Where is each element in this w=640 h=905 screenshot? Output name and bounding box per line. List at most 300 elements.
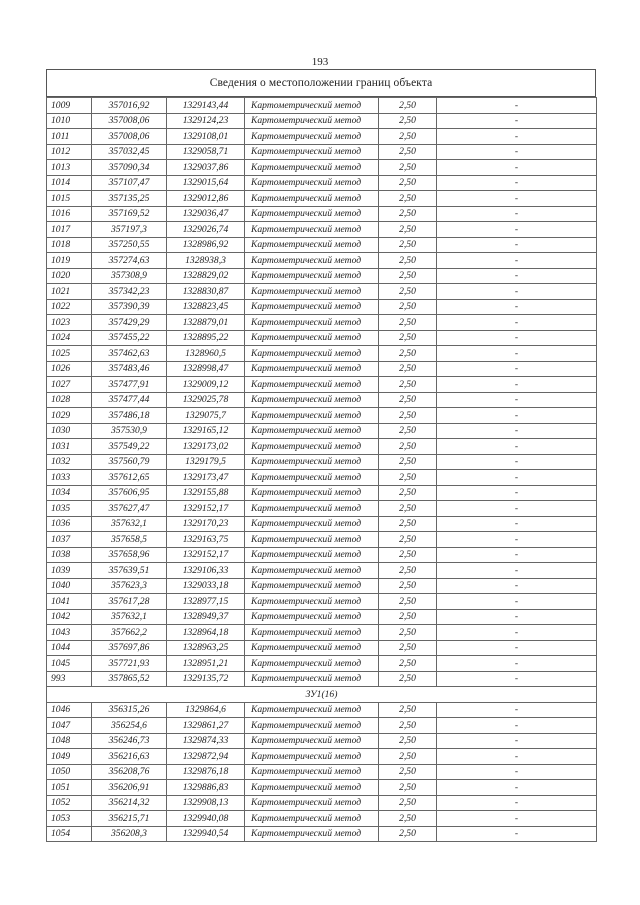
method-cell: Картометрический метод [245, 795, 379, 811]
y-coordinate-cell: 1328960,5 [167, 346, 245, 362]
x-coordinate-cell: 357617,28 [92, 594, 167, 610]
note-cell: - [437, 811, 597, 827]
y-coordinate-cell: 1329165,12 [167, 423, 245, 439]
accuracy-cell: 2,50 [379, 625, 437, 641]
table-row [47, 764, 597, 780]
coordinates-table [46, 97, 597, 842]
method-cell: Картометрический метод [245, 253, 379, 269]
point-number-cell: 1052 [47, 795, 92, 811]
point-number-cell: 1017 [47, 222, 92, 238]
x-coordinate-cell: 357008,06 [92, 129, 167, 145]
x-coordinate-cell: 357090,34 [92, 160, 167, 176]
point-number-cell: 1035 [47, 501, 92, 517]
table-row [47, 144, 597, 160]
accuracy-cell: 2,50 [379, 795, 437, 811]
y-coordinate-cell: 1329037,86 [167, 160, 245, 176]
method-cell: Картометрический метод [245, 811, 379, 827]
x-coordinate-cell: 357627,47 [92, 501, 167, 517]
accuracy-cell: 2,50 [379, 129, 437, 145]
page-number: 193 [311, 56, 329, 68]
note-cell: - [437, 377, 597, 393]
point-number-cell: 1031 [47, 439, 92, 455]
y-coordinate-cell: 1329163,75 [167, 532, 245, 548]
table-row [47, 423, 597, 439]
method-cell: Картометрический метод [245, 222, 379, 238]
accuracy-cell: 2,50 [379, 470, 437, 486]
method-cell: Картометрический метод [245, 563, 379, 579]
point-number-cell: 1012 [47, 144, 92, 160]
method-cell: Картометрический метод [245, 206, 379, 222]
table-row [47, 454, 597, 470]
y-coordinate-cell: 1329874,33 [167, 733, 245, 749]
y-coordinate-cell: 1329940,54 [167, 826, 245, 842]
x-coordinate-cell: 357549,22 [92, 439, 167, 455]
table-row [47, 253, 597, 269]
table-row [47, 237, 597, 253]
y-coordinate-cell: 1329908,13 [167, 795, 245, 811]
note-cell: - [437, 485, 597, 501]
method-cell: Картометрический метод [245, 454, 379, 470]
point-number-cell: 1021 [47, 284, 92, 300]
method-cell: Картометрический метод [245, 764, 379, 780]
note-cell: - [437, 144, 597, 160]
accuracy-cell: 2,50 [379, 346, 437, 362]
accuracy-cell: 2,50 [379, 454, 437, 470]
method-cell: Картометрический метод [245, 594, 379, 610]
point-number-cell: 1025 [47, 346, 92, 362]
table-row [47, 532, 597, 548]
table-row [47, 439, 597, 455]
point-number-cell: 1014 [47, 175, 92, 191]
method-cell: Картометрический метод [245, 733, 379, 749]
accuracy-cell: 2,50 [379, 253, 437, 269]
point-number-cell: 1044 [47, 640, 92, 656]
point-number-cell: 1032 [47, 454, 92, 470]
x-coordinate-cell: 357623,3 [92, 578, 167, 594]
point-number-cell: 1019 [47, 253, 92, 269]
method-cell: Картометрический метод [245, 640, 379, 656]
method-cell: Картометрический метод [245, 377, 379, 393]
method-cell: Картометрический метод [245, 826, 379, 842]
note-cell: - [437, 330, 597, 346]
x-coordinate-cell: 357390,39 [92, 299, 167, 315]
method-cell: Картометрический метод [245, 408, 379, 424]
note-cell: - [437, 516, 597, 532]
table-row [47, 268, 597, 284]
y-coordinate-cell: 1328829,02 [167, 268, 245, 284]
table-row [47, 578, 597, 594]
note-cell: - [437, 733, 597, 749]
x-coordinate-cell: 357016,92 [92, 98, 167, 114]
table-row [47, 547, 597, 563]
x-coordinate-cell: 357197,3 [92, 222, 167, 238]
table-row [47, 826, 597, 842]
note-cell: - [437, 299, 597, 315]
table-row [47, 470, 597, 486]
method-cell: Картометрический метод [245, 237, 379, 253]
x-coordinate-cell: 357486,18 [92, 408, 167, 424]
accuracy-cell: 2,50 [379, 702, 437, 718]
x-coordinate-cell: 357477,44 [92, 392, 167, 408]
method-cell: Картометрический метод [245, 160, 379, 176]
note-cell: - [437, 160, 597, 176]
point-number-cell: 1027 [47, 377, 92, 393]
y-coordinate-cell: 1329179,5 [167, 454, 245, 470]
method-cell: Картометрический метод [245, 625, 379, 641]
method-cell: Картометрический метод [245, 191, 379, 207]
point-number-cell: 1024 [47, 330, 92, 346]
table-row [47, 361, 597, 377]
note-cell: - [437, 129, 597, 145]
accuracy-cell: 2,50 [379, 826, 437, 842]
x-coordinate-cell: 357560,79 [92, 454, 167, 470]
accuracy-cell: 2,50 [379, 733, 437, 749]
point-number-cell: 1023 [47, 315, 92, 331]
point-number-cell: 993 [47, 671, 92, 687]
table-row [47, 795, 597, 811]
accuracy-cell: 2,50 [379, 671, 437, 687]
table-body-b [47, 702, 597, 842]
x-coordinate-cell: 357612,65 [92, 470, 167, 486]
y-coordinate-cell: 1328998,47 [167, 361, 245, 377]
x-coordinate-cell: 356206,91 [92, 780, 167, 796]
method-cell: Картометрический метод [245, 656, 379, 672]
section-label: ЗУ1(16) [47, 687, 597, 703]
x-coordinate-cell: 357483,46 [92, 361, 167, 377]
point-number-cell: 1041 [47, 594, 92, 610]
point-number-cell: 1037 [47, 532, 92, 548]
point-number-cell: 1010 [47, 113, 92, 129]
method-cell: Картометрический метод [245, 702, 379, 718]
x-coordinate-cell: 357455,22 [92, 330, 167, 346]
accuracy-cell: 2,50 [379, 361, 437, 377]
note-cell: - [437, 640, 597, 656]
table-row [47, 299, 597, 315]
x-coordinate-cell: 356215,71 [92, 811, 167, 827]
table-row [47, 671, 597, 687]
y-coordinate-cell: 1328895,22 [167, 330, 245, 346]
accuracy-cell: 2,50 [379, 408, 437, 424]
table-row [47, 175, 597, 191]
x-coordinate-cell: 357342,23 [92, 284, 167, 300]
accuracy-cell: 2,50 [379, 547, 437, 563]
note-cell: - [437, 563, 597, 579]
y-coordinate-cell: 1328964,18 [167, 625, 245, 641]
y-coordinate-cell: 1329058,71 [167, 144, 245, 160]
accuracy-cell: 2,50 [379, 423, 437, 439]
x-coordinate-cell: 356315,26 [92, 702, 167, 718]
x-coordinate-cell: 357429,29 [92, 315, 167, 331]
point-number-cell: 1009 [47, 98, 92, 114]
x-coordinate-cell: 357697,86 [92, 640, 167, 656]
accuracy-cell: 2,50 [379, 439, 437, 455]
accuracy-cell: 2,50 [379, 764, 437, 780]
point-number-cell: 1033 [47, 470, 92, 486]
accuracy-cell: 2,50 [379, 811, 437, 827]
accuracy-cell: 2,50 [379, 578, 437, 594]
accuracy-cell: 2,50 [379, 377, 437, 393]
accuracy-cell: 2,50 [379, 191, 437, 207]
note-cell: - [437, 780, 597, 796]
table-row [47, 98, 597, 114]
point-number-cell: 1043 [47, 625, 92, 641]
table-row [47, 718, 597, 734]
point-number-cell: 1038 [47, 547, 92, 563]
table-row [47, 501, 597, 517]
note-cell: - [437, 191, 597, 207]
x-coordinate-cell: 356208,76 [92, 764, 167, 780]
point-number-cell: 1051 [47, 780, 92, 796]
coordinates-sheet [46, 69, 596, 842]
y-coordinate-cell: 1329025,78 [167, 392, 245, 408]
method-cell: Картометрический метод [245, 547, 379, 563]
table-row [47, 160, 597, 176]
method-cell: Картометрический метод [245, 470, 379, 486]
accuracy-cell: 2,50 [379, 175, 437, 191]
method-cell: Картометрический метод [245, 268, 379, 284]
x-coordinate-cell: 357639,51 [92, 563, 167, 579]
point-number-cell: 1042 [47, 609, 92, 625]
table-row [47, 640, 597, 656]
accuracy-cell: 2,50 [379, 501, 437, 517]
note-cell: - [437, 578, 597, 594]
table-row [47, 284, 597, 300]
note-cell: - [437, 826, 597, 842]
x-coordinate-cell: 357250,55 [92, 237, 167, 253]
method-cell: Картометрический метод [245, 485, 379, 501]
accuracy-cell: 2,50 [379, 299, 437, 315]
x-coordinate-cell: 357135,25 [92, 191, 167, 207]
table-row [47, 780, 597, 796]
note-cell: - [437, 764, 597, 780]
note-cell: - [437, 532, 597, 548]
accuracy-cell: 2,50 [379, 718, 437, 734]
method-cell: Картометрический метод [245, 516, 379, 532]
point-number-cell: 1049 [47, 749, 92, 765]
method-cell: Картометрический метод [245, 299, 379, 315]
accuracy-cell: 2,50 [379, 485, 437, 501]
accuracy-cell: 2,50 [379, 222, 437, 238]
note-cell: - [437, 439, 597, 455]
accuracy-cell: 2,50 [379, 609, 437, 625]
y-coordinate-cell: 1329012,86 [167, 191, 245, 207]
note-cell: - [437, 268, 597, 284]
table-row [47, 392, 597, 408]
x-coordinate-cell: 357658,5 [92, 532, 167, 548]
method-cell: Картометрический метод [245, 671, 379, 687]
x-coordinate-cell: 357169,52 [92, 206, 167, 222]
note-cell: - [437, 501, 597, 517]
x-coordinate-cell: 357274,63 [92, 253, 167, 269]
table-row [47, 563, 597, 579]
accuracy-cell: 2,50 [379, 206, 437, 222]
method-cell: Картометрический метод [245, 346, 379, 362]
x-coordinate-cell: 356208,3 [92, 826, 167, 842]
accuracy-cell: 2,50 [379, 656, 437, 672]
y-coordinate-cell: 1329173,02 [167, 439, 245, 455]
accuracy-cell: 2,50 [379, 640, 437, 656]
note-cell: - [437, 392, 597, 408]
note-cell: - [437, 454, 597, 470]
note-cell: - [437, 346, 597, 362]
note-cell: - [437, 656, 597, 672]
note-cell: - [437, 470, 597, 486]
table-body-a [47, 98, 597, 687]
table-row [47, 113, 597, 129]
y-coordinate-cell: 1328879,01 [167, 315, 245, 331]
note-cell: - [437, 749, 597, 765]
accuracy-cell: 2,50 [379, 268, 437, 284]
note-cell: - [437, 795, 597, 811]
method-cell: Картометрический метод [245, 501, 379, 517]
point-number-cell: 1045 [47, 656, 92, 672]
method-cell: Картометрический метод [245, 144, 379, 160]
point-number-cell: 1018 [47, 237, 92, 253]
note-cell: - [437, 671, 597, 687]
note-cell: - [437, 253, 597, 269]
x-coordinate-cell: 356254,6 [92, 718, 167, 734]
y-coordinate-cell: 1329143,44 [167, 98, 245, 114]
method-cell: Картометрический метод [245, 439, 379, 455]
method-cell: Картометрический метод [245, 392, 379, 408]
accuracy-cell: 2,50 [379, 315, 437, 331]
accuracy-cell: 2,50 [379, 749, 437, 765]
method-cell: Картометрический метод [245, 330, 379, 346]
x-coordinate-cell: 357658,96 [92, 547, 167, 563]
x-coordinate-cell: 357308,9 [92, 268, 167, 284]
accuracy-cell: 2,50 [379, 780, 437, 796]
table-row [47, 749, 597, 765]
accuracy-cell: 2,50 [379, 160, 437, 176]
point-number-cell: 1050 [47, 764, 92, 780]
y-coordinate-cell: 1329864,6 [167, 702, 245, 718]
note-cell: - [437, 113, 597, 129]
point-number-cell: 1020 [47, 268, 92, 284]
y-coordinate-cell: 1329876,18 [167, 764, 245, 780]
point-number-cell: 1030 [47, 423, 92, 439]
method-cell: Картометрический метод [245, 423, 379, 439]
point-number-cell: 1026 [47, 361, 92, 377]
table-header: Сведения о местоположении границ объекта [46, 69, 596, 97]
note-cell: - [437, 98, 597, 114]
point-number-cell: 1016 [47, 206, 92, 222]
note-cell: - [437, 284, 597, 300]
method-cell: Картометрический метод [245, 315, 379, 331]
y-coordinate-cell: 1329009,12 [167, 377, 245, 393]
note-cell: - [437, 222, 597, 238]
accuracy-cell: 2,50 [379, 516, 437, 532]
method-cell: Картометрический метод [245, 749, 379, 765]
point-number-cell: 1040 [47, 578, 92, 594]
x-coordinate-cell: 356216,63 [92, 749, 167, 765]
table-row [47, 408, 597, 424]
note-cell: - [437, 594, 597, 610]
note-cell: - [437, 361, 597, 377]
table-row [47, 609, 597, 625]
y-coordinate-cell: 1329033,18 [167, 578, 245, 594]
method-cell: Картометрический метод [245, 532, 379, 548]
table-row [47, 222, 597, 238]
method-cell: Картометрический метод [245, 578, 379, 594]
point-number-cell: 1011 [47, 129, 92, 145]
note-cell: - [437, 702, 597, 718]
x-coordinate-cell: 357632,1 [92, 609, 167, 625]
accuracy-cell: 2,50 [379, 98, 437, 114]
table-row [47, 485, 597, 501]
y-coordinate-cell: 1328986,92 [167, 237, 245, 253]
accuracy-cell: 2,50 [379, 532, 437, 548]
y-coordinate-cell: 1329173,47 [167, 470, 245, 486]
y-coordinate-cell: 1328938,3 [167, 253, 245, 269]
point-number-cell: 1028 [47, 392, 92, 408]
accuracy-cell: 2,50 [379, 330, 437, 346]
note-cell: - [437, 237, 597, 253]
section-row-group [47, 687, 597, 703]
y-coordinate-cell: 1328963,25 [167, 640, 245, 656]
y-coordinate-cell: 1329886,83 [167, 780, 245, 796]
y-coordinate-cell: 1329108,01 [167, 129, 245, 145]
method-cell: Картометрический метод [245, 780, 379, 796]
x-coordinate-cell: 357462,63 [92, 346, 167, 362]
y-coordinate-cell: 1329152,17 [167, 501, 245, 517]
x-coordinate-cell: 357632,1 [92, 516, 167, 532]
x-coordinate-cell: 356246,73 [92, 733, 167, 749]
note-cell: - [437, 423, 597, 439]
note-cell: - [437, 718, 597, 734]
method-cell: Картометрический метод [245, 98, 379, 114]
y-coordinate-cell: 1329036,47 [167, 206, 245, 222]
method-cell: Картометрический метод [245, 361, 379, 377]
x-coordinate-cell: 357606,95 [92, 485, 167, 501]
accuracy-cell: 2,50 [379, 284, 437, 300]
method-cell: Картометрический метод [245, 175, 379, 191]
table-row [47, 206, 597, 222]
table-row [47, 346, 597, 362]
x-coordinate-cell: 356214,32 [92, 795, 167, 811]
y-coordinate-cell: 1329026,74 [167, 222, 245, 238]
table-row [47, 516, 597, 532]
y-coordinate-cell: 1328830,87 [167, 284, 245, 300]
method-cell: Картометрический метод [245, 718, 379, 734]
table-row [47, 625, 597, 641]
point-number-cell: 1036 [47, 516, 92, 532]
y-coordinate-cell: 1329170,23 [167, 516, 245, 532]
note-cell: - [437, 625, 597, 641]
note-cell: - [437, 206, 597, 222]
point-number-cell: 1022 [47, 299, 92, 315]
point-number-cell: 1034 [47, 485, 92, 501]
table-row [47, 315, 597, 331]
x-coordinate-cell: 357477,91 [92, 377, 167, 393]
y-coordinate-cell: 1328823,45 [167, 299, 245, 315]
accuracy-cell: 2,50 [379, 594, 437, 610]
point-number-cell: 1048 [47, 733, 92, 749]
method-cell: Картометрический метод [245, 284, 379, 300]
method-cell: Картометрический метод [245, 609, 379, 625]
note-cell: - [437, 315, 597, 331]
table-row [47, 330, 597, 346]
y-coordinate-cell: 1329075,7 [167, 408, 245, 424]
table-row [47, 811, 597, 827]
note-cell: - [437, 609, 597, 625]
y-coordinate-cell: 1329135,72 [167, 671, 245, 687]
x-coordinate-cell: 357530,9 [92, 423, 167, 439]
table-row [47, 594, 597, 610]
y-coordinate-cell: 1328951,21 [167, 656, 245, 672]
accuracy-cell: 2,50 [379, 144, 437, 160]
table-row [47, 129, 597, 145]
note-cell: - [437, 408, 597, 424]
